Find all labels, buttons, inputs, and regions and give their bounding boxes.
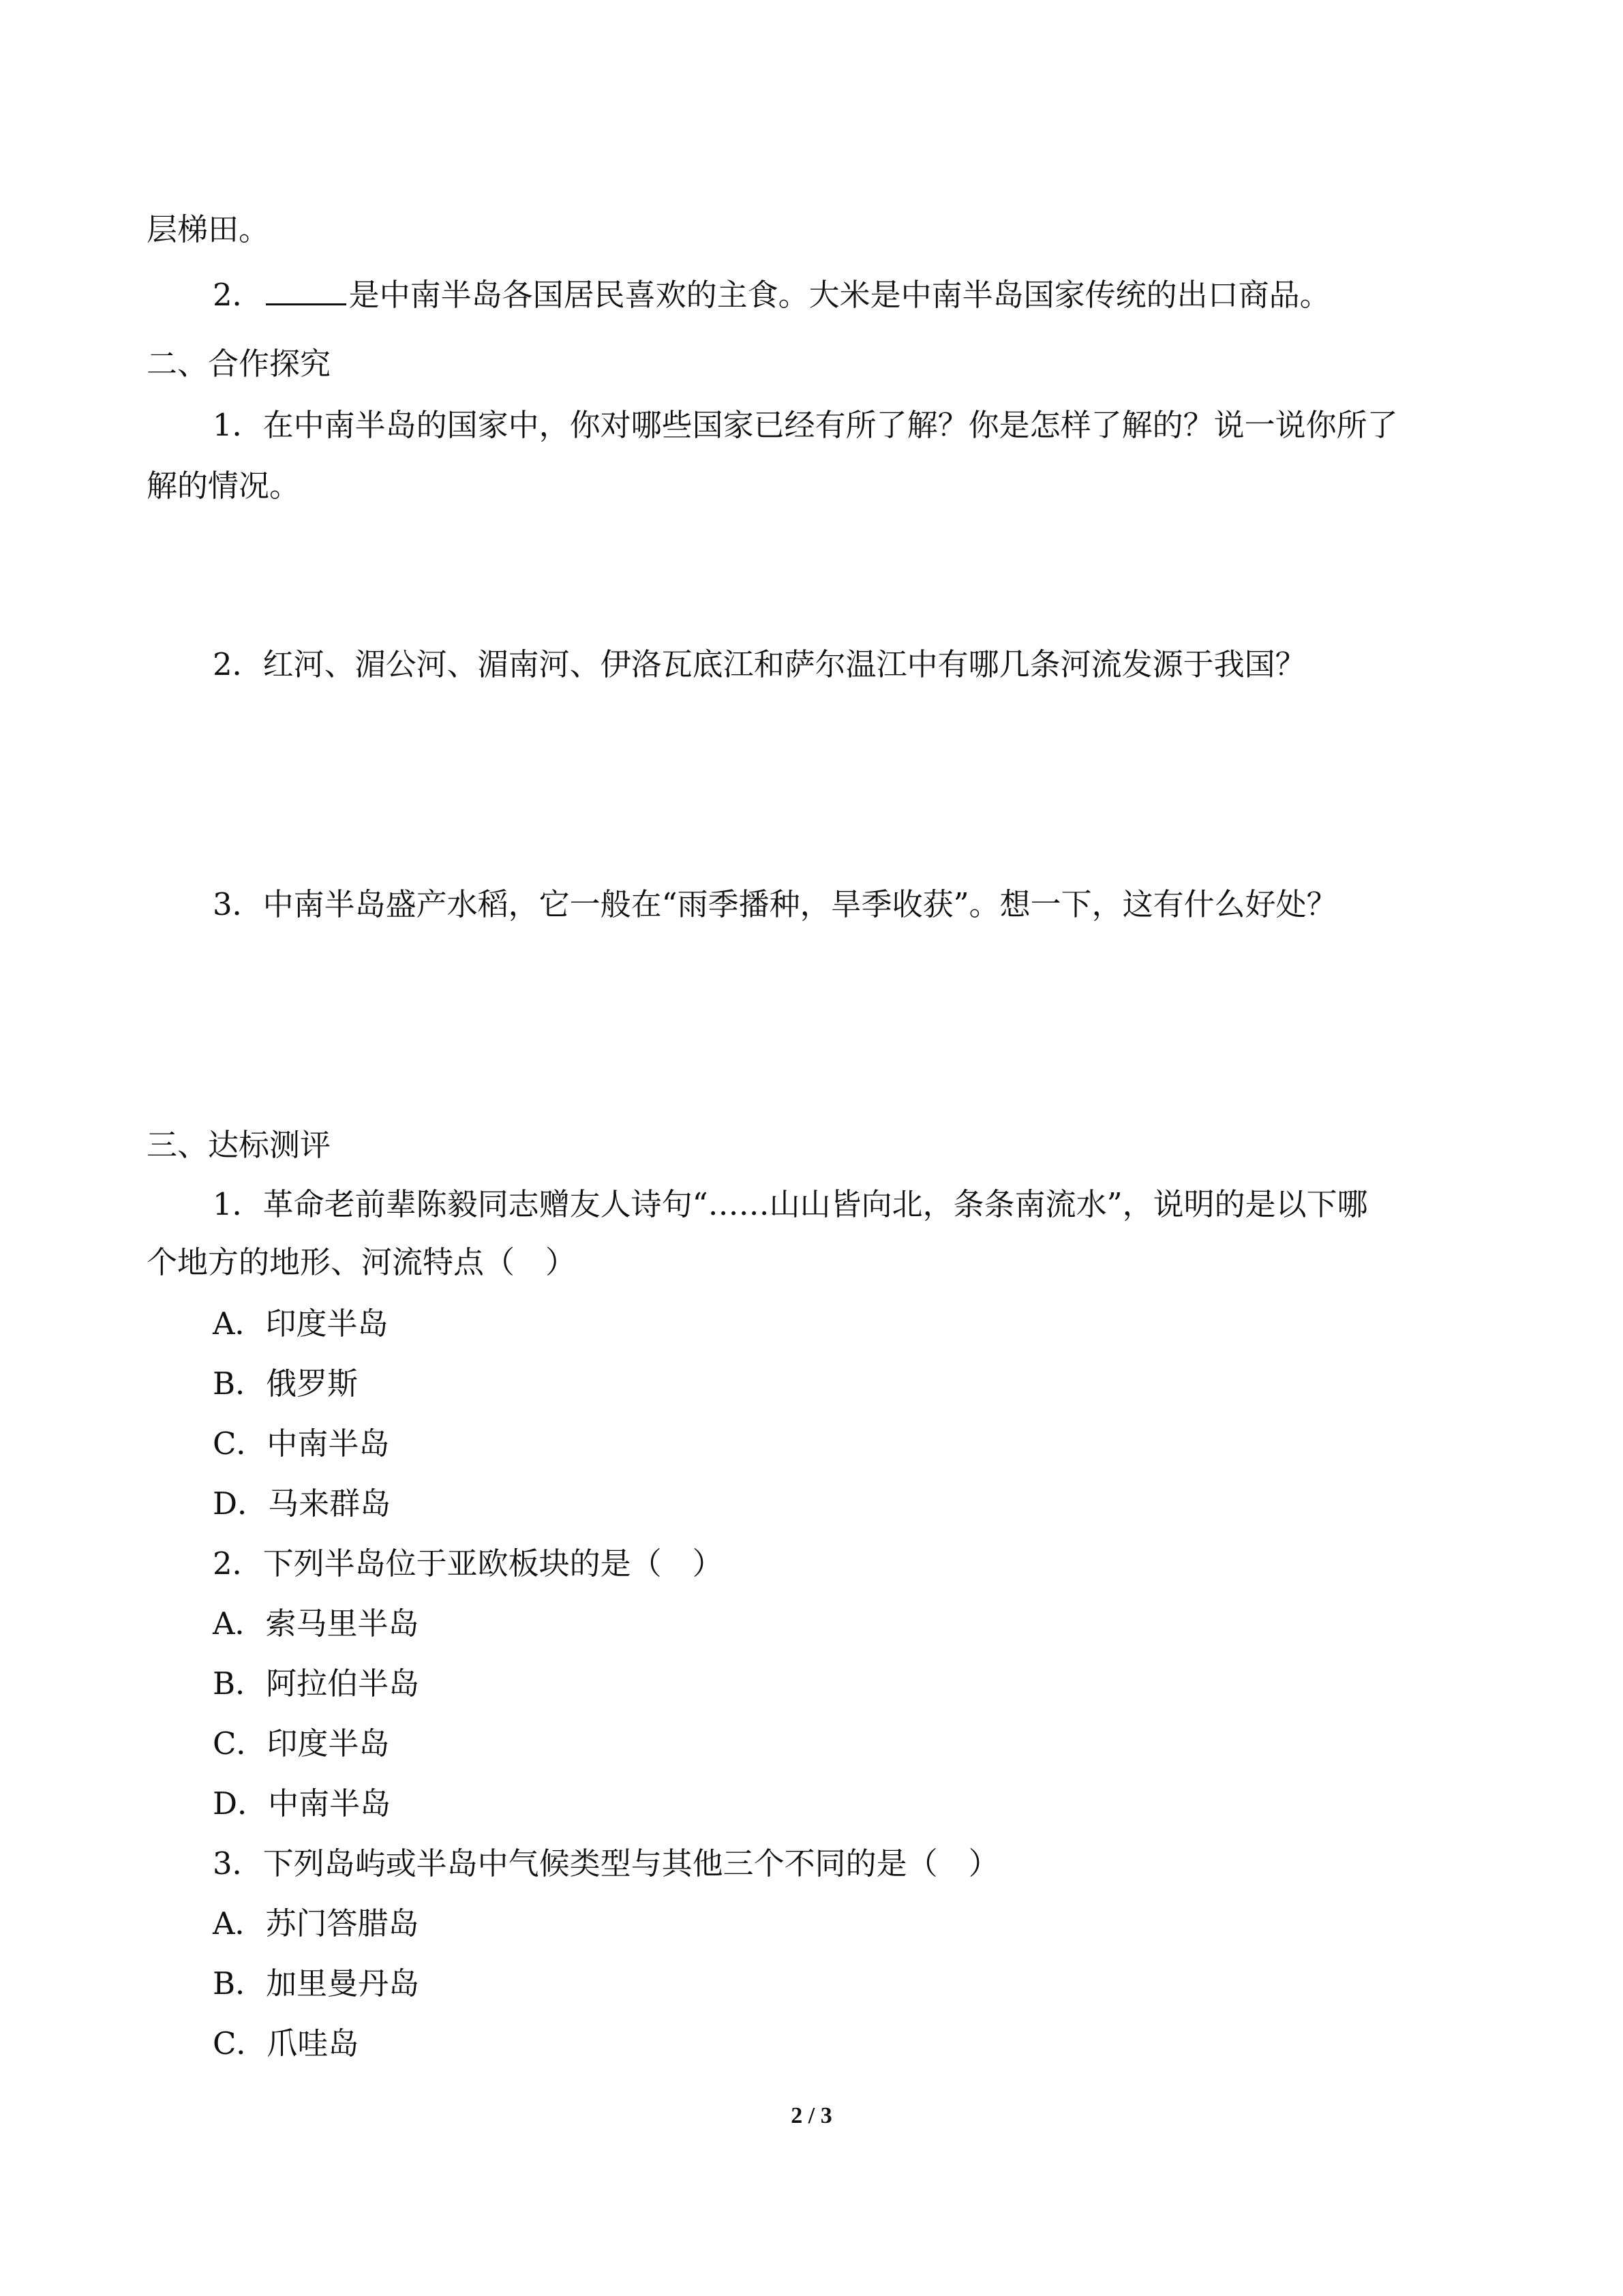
mcq-1-option-d: D．马来群岛 xyxy=(213,1485,391,1522)
mcq-2: 2．下列半岛位于亚欧板块的是（ ） xyxy=(213,1545,723,1582)
inquiry-question-1-line-2: 解的情况。 xyxy=(147,468,301,504)
question-number: 2． xyxy=(213,277,263,313)
mcq-1-option-c: C．中南半岛 xyxy=(213,1425,390,1462)
mcq-1-option-a: A．印度半岛 xyxy=(213,1305,389,1342)
mcq-1-line-2: 个地方的地形、河流特点（ ） xyxy=(147,1244,577,1280)
mcq-1-line-1: 1．革命老前辈陈毅同志赠友人诗句“……山山皆向北，条条南流水”，说明的是以下哪 xyxy=(213,1186,1368,1222)
mcq-3: 3．下列岛屿或半岛中气候类型与其他三个不同的是（ ） xyxy=(213,1845,999,1882)
mcq-1-option-b: B．俄罗斯 xyxy=(213,1365,359,1402)
section-heading-cooperation: 二、合作探究 xyxy=(147,346,331,382)
mcq-3-option-b: B．加里曼丹岛 xyxy=(213,1965,420,2002)
inquiry-question-3: 3．中南半岛盛产水稻，它一般在“雨季播种，旱季收获”。想一下，这有什么好处？ xyxy=(213,886,1337,922)
question-text: 是中南半岛各国居民喜欢的主食。大米是中南半岛国家传统的出口商品。 xyxy=(348,277,1331,313)
mcq-3-option-c: C．爪哇岛 xyxy=(213,2025,359,2061)
mcq-2-option-d: D．中南半岛 xyxy=(213,1785,391,1822)
answer-blank[interactable] xyxy=(266,276,346,305)
mcq-2-option-a: A．索马里半岛 xyxy=(213,1605,419,1642)
section-heading-assessment: 三、达标测评 xyxy=(147,1127,331,1163)
fill-blank-question-2 xyxy=(213,275,1331,316)
mcq-2-option-c: C．印度半岛 xyxy=(213,1725,390,1762)
mcq-2-option-b: B．阿拉伯半岛 xyxy=(213,1665,420,1702)
page-number: 2 / 3 xyxy=(791,2103,832,2128)
continued-text: 层梯田。 xyxy=(147,211,270,247)
mcq-3-option-a: A．苏门答腊岛 xyxy=(213,1905,419,1942)
inquiry-question-2: 2．红河、湄公河、湄南河、伊洛瓦底江和萨尔温江中有哪几条河流发源于我国？ xyxy=(213,646,1306,682)
inquiry-question-1-line-1: 1．在中南半岛的国家中，你对哪些国家已经有所了解？你是怎样了解的？说一说你所了 xyxy=(213,407,1398,443)
